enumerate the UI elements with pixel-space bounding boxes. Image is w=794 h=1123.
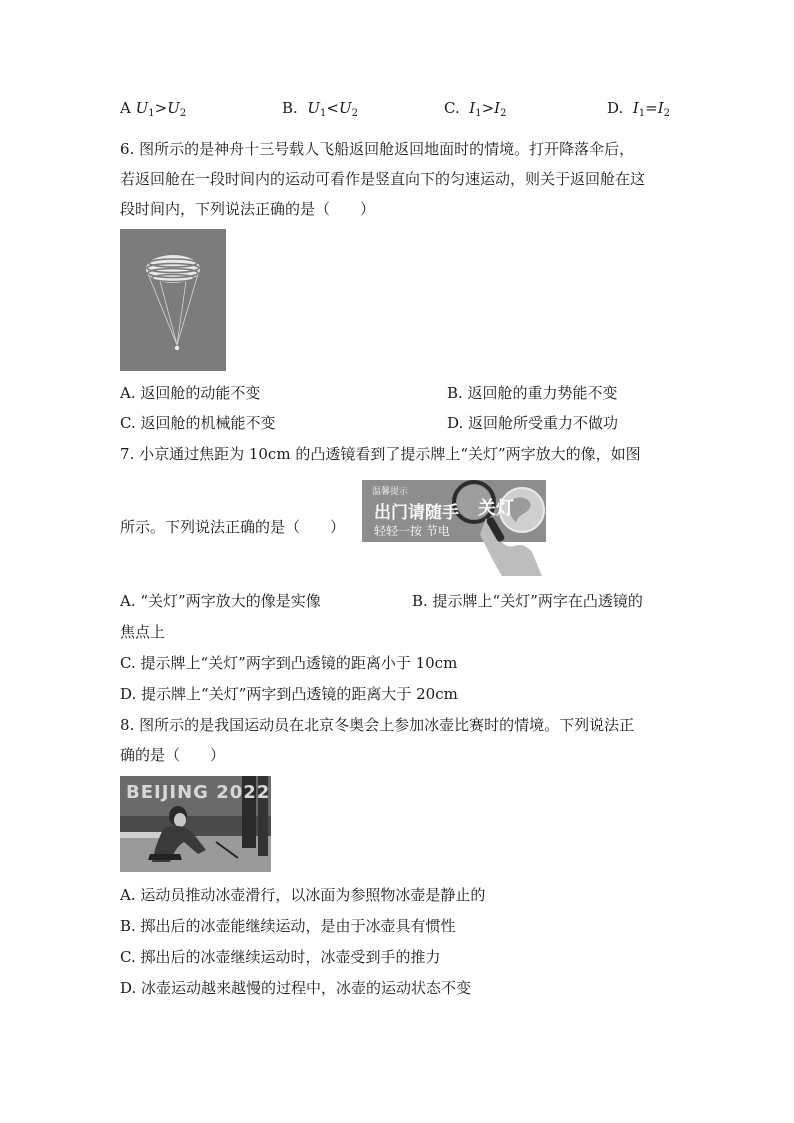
- q7-stem-line2: 所示。下列说法正确的是（ ）: [120, 518, 346, 536]
- q6-stem-line1: 6. 图所示的是神舟十三号载人飞船返回舱返回地面时的情境。打开降落伞后，: [120, 140, 635, 158]
- q6-stem-line2: 若返回舱在一段时间内的运动可看作是竖直向下的匀速运动，则关于返回舱在这: [120, 170, 646, 188]
- q7-option-d: D. 提示牌上“关灯”两字到凸透镜的距离大于 20cm: [120, 685, 458, 703]
- parachute-icon: [120, 229, 226, 371]
- q7-option-a: A. “关灯”两字放大的像是实像: [120, 592, 321, 610]
- q8-option-d: D. 冰壶运动越来越慢的过程中，冰壶的运动状态不变: [120, 979, 472, 997]
- q6-option-c: C. 返回舱的机械能不变: [120, 414, 276, 432]
- q6-stem-line3: 段时间内，下列说法正确的是（ ）: [120, 200, 376, 218]
- q5-option-a: A $U_1>U_2$: [120, 99, 187, 119]
- sign-main-text: 出门请随手: [374, 503, 459, 523]
- curling-photo: [120, 776, 271, 872]
- q8-stem-line1: 8. 图所示的是我国运动员在北京冬奥会上参加冰壶比赛时的情境。下列说法正: [120, 716, 635, 734]
- sign-top-text: 温馨提示: [372, 487, 409, 497]
- q8-stem-line2: 确的是（ ）: [120, 746, 226, 764]
- parachute-photo: [120, 229, 226, 371]
- sign-photo: [362, 480, 546, 576]
- q6-option-a: A. 返回舱的动能不变: [120, 384, 261, 402]
- sign-small-text: 轻轻一按 节电: [374, 524, 450, 538]
- beijing-2022-text: BEIJING 2022: [126, 782, 271, 803]
- q5-option-c: C. $I_1>I_2$: [444, 99, 507, 119]
- q8-option-b: B. 掷出后的冰壶能继续运动，是由于冰壶具有惯性: [120, 917, 456, 935]
- q8-option-a: A. 运动员推动冰壶滑行，以冰面为参照物冰壶是静止的: [120, 886, 486, 904]
- q8-option-c: C. 掷出后的冰壶继续运动时，冰壶受到手的推力: [120, 948, 441, 966]
- sign-magnified-text: 关灯: [478, 498, 514, 519]
- q6-option-b: B. 返回舱的重力势能不变: [447, 384, 618, 402]
- q5-option-b: B. $U_1<U_2$: [282, 99, 358, 119]
- q6-option-d: D. 返回舱所受重力不做功: [447, 414, 619, 432]
- q7-stem-line1: 7. 小京通过焦距为 10cm 的凸透镜看到了提示牌上“关灯”两字放大的像，如图: [120, 445, 641, 463]
- q7-option-b-cont: 焦点上: [120, 623, 166, 641]
- q5-option-d: D. $I_1=I_2$: [607, 99, 671, 119]
- q7-option-c: C. 提示牌上“关灯”两字到凸透镜的距离小于 10cm: [120, 654, 458, 672]
- q7-option-b: B. 提示牌上“关灯”两字在凸透镜的: [412, 592, 643, 610]
